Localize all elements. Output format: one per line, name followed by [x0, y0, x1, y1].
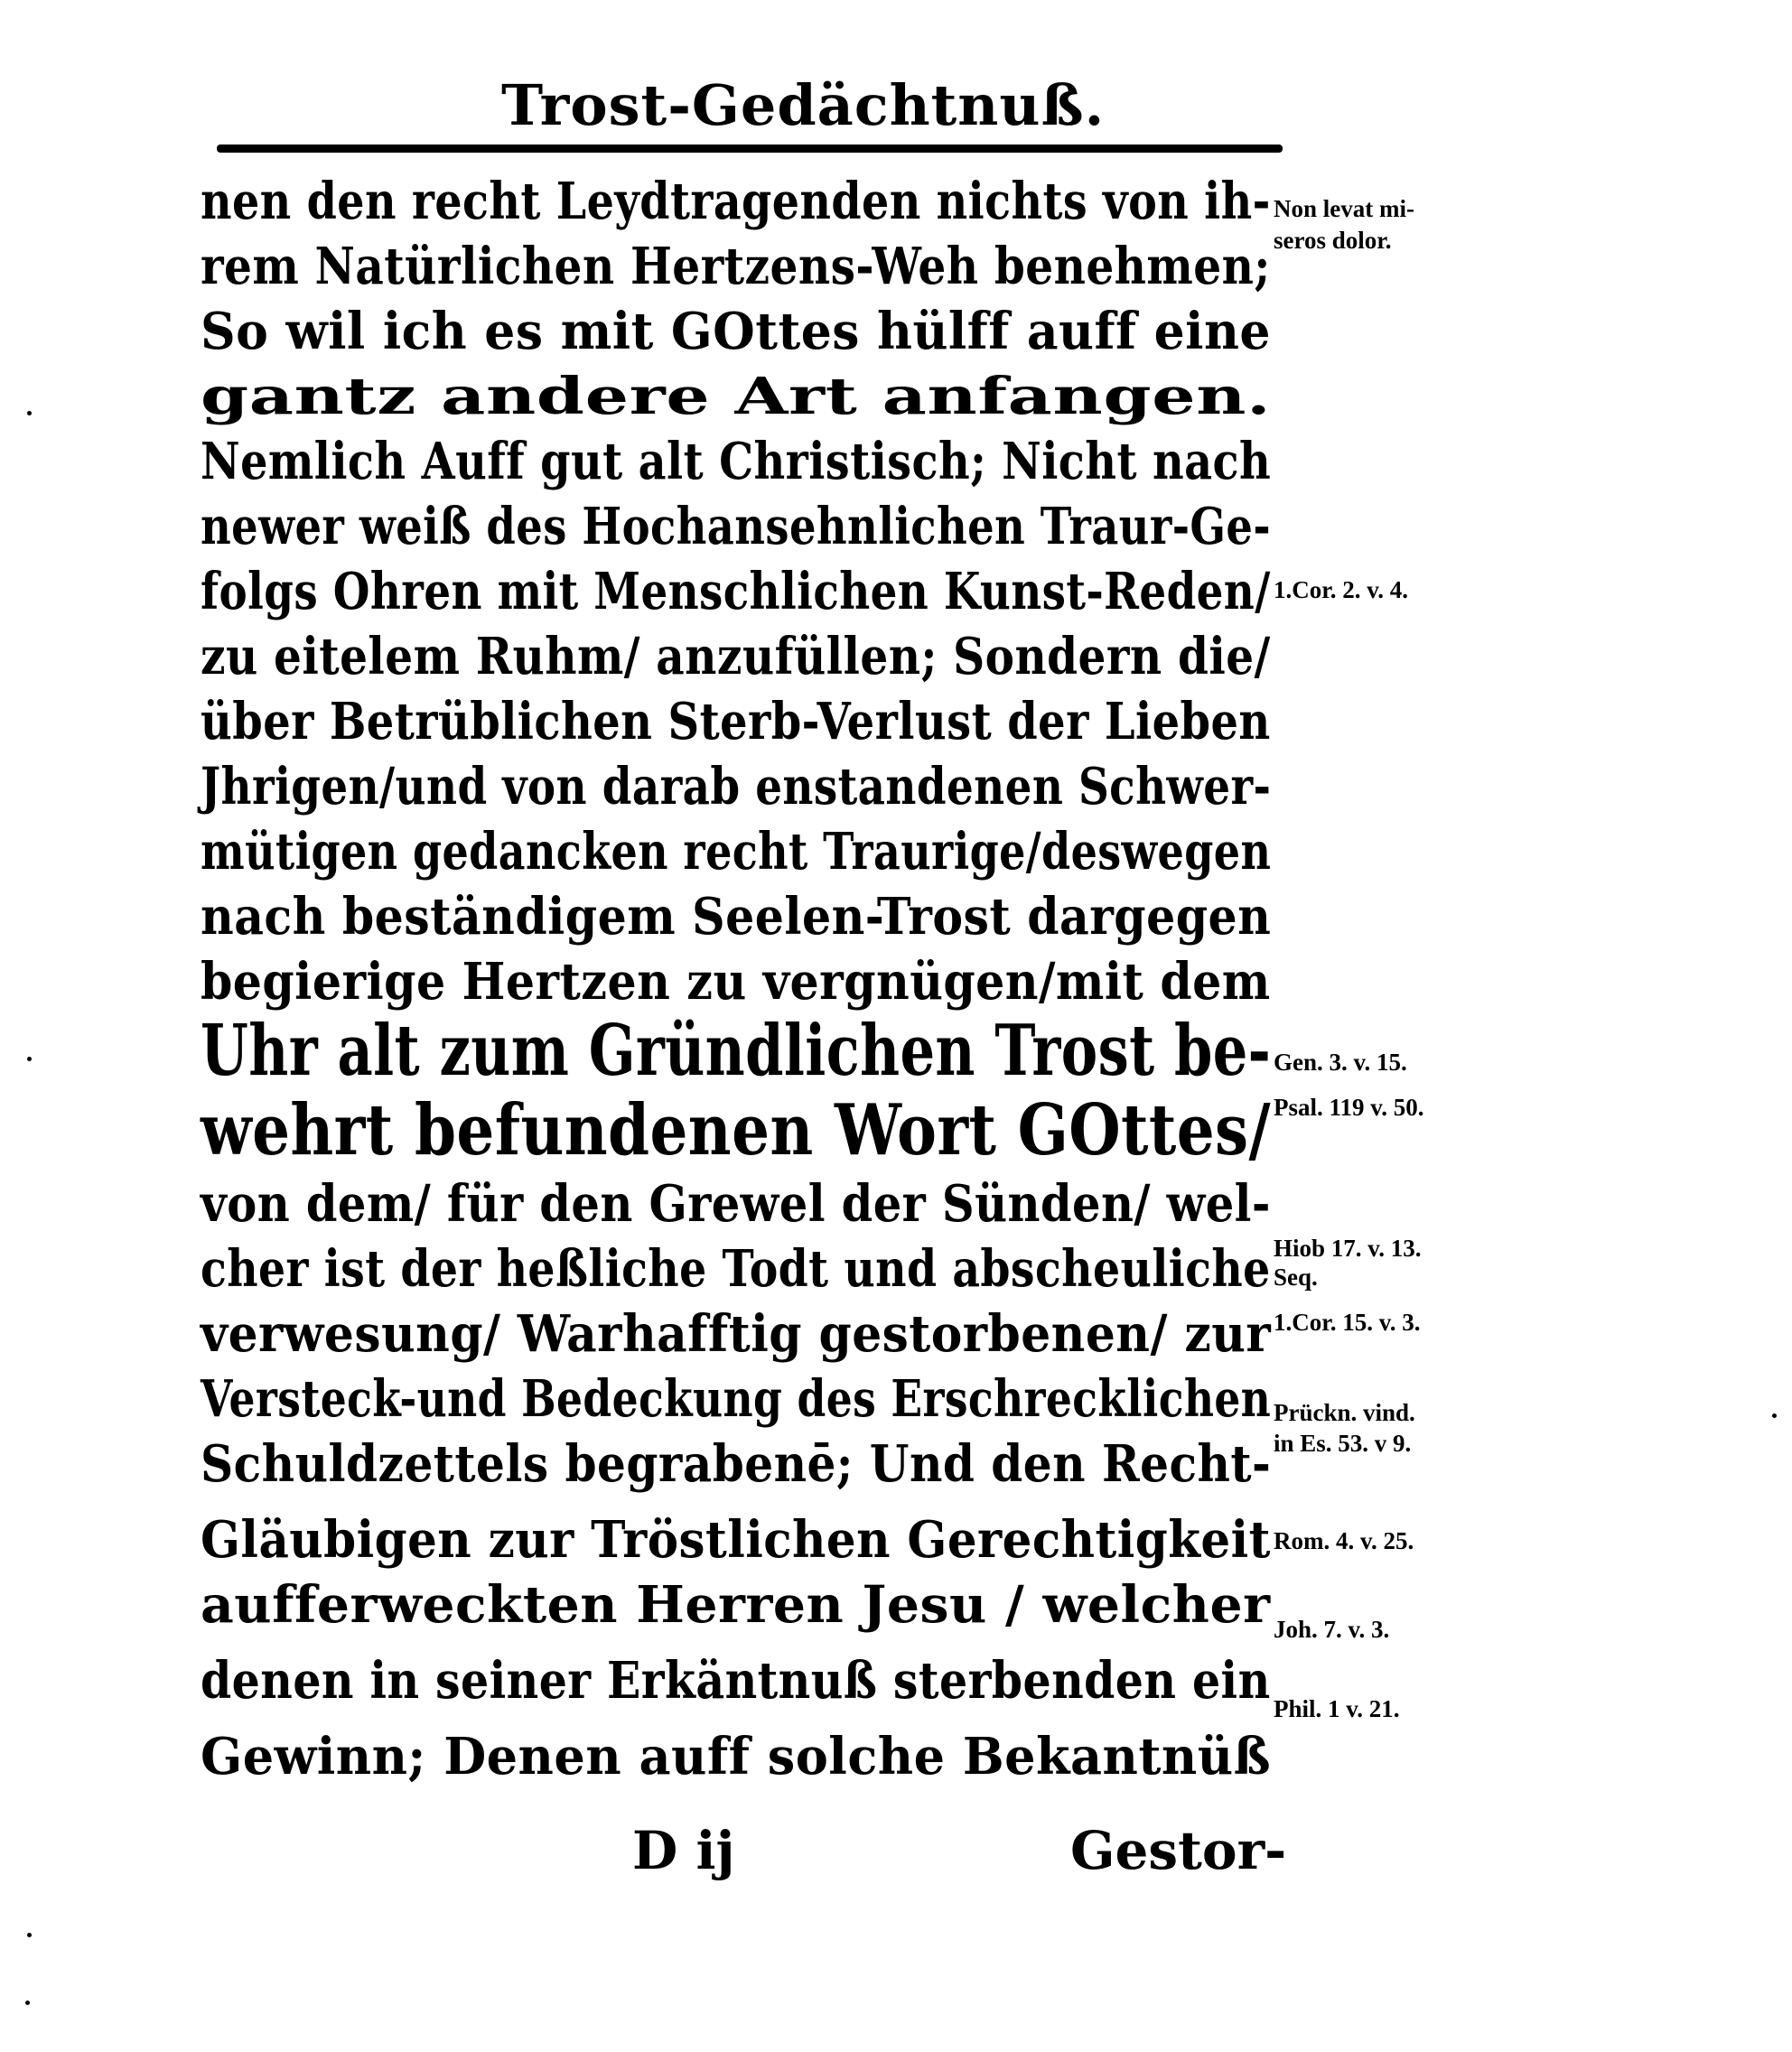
- marginal-note: Phil. 1 v. 21.: [1274, 1695, 1400, 1722]
- marginal-note: Psal. 119 v. 50.: [1274, 1094, 1424, 1121]
- catchword: Gestor-: [1070, 1820, 1287, 1881]
- text-line: cher ist der heßliche Todt und abscheuliche: [201, 1239, 1271, 1299]
- text-line: Versteck-und Bedeckung des Erschrecklichen: [201, 1369, 1272, 1429]
- text-line: nen den recht Leydtragenden nichts von ih-: [201, 172, 1271, 231]
- scan-speck: [25, 2001, 30, 2005]
- marginal-note: seros dolor.: [1274, 227, 1392, 254]
- scan-speck: [1772, 1413, 1777, 1418]
- text-line: wehrt befundenen Wort GOttes/: [201, 1089, 1271, 1171]
- text-line: Uhr alt zum Gründlichen Trost be-: [201, 1010, 1272, 1092]
- text-line: Schuldzettels begrabenē; Und den Recht-: [201, 1434, 1272, 1494]
- scan-speck: [27, 411, 32, 415]
- text-line: über Betrüblichen Sterb-Verlust der Lieben: [201, 692, 1271, 751]
- text-line: mütigen gedancken recht Traurige/deswegen: [201, 822, 1272, 881]
- running-head-title: Trost-Gedächtnuß.: [501, 72, 1106, 138]
- marginal-note: 1.Cor. 2. v. 4.: [1274, 576, 1409, 603]
- text-line: von dem/ für den Grewel der Sünden/ wel-: [201, 1174, 1271, 1234]
- text-line: Jhrigen/und von darab enstandenen Schwer-: [201, 757, 1272, 816]
- text-line: rem Natürlichen Hertzens-Weh benehmen;: [201, 237, 1271, 296]
- text-line: Nemlich Auff gut alt Christisch; Nicht nach: [201, 432, 1272, 491]
- marginal-note: Hiob 17. v. 13.: [1274, 1235, 1422, 1262]
- marginal-note: 1.Cor. 15. v. 3.: [1274, 1309, 1421, 1336]
- text-line: begierige Hertzen zu vergnügen/mit dem: [201, 952, 1271, 1012]
- text-line: zu eitelem Ruhm/ anzufüllen; Sondern die/: [201, 627, 1271, 686]
- scan-speck: [27, 1933, 32, 1937]
- signature-mark: D ij: [632, 1820, 735, 1881]
- marginal-note: Joh. 7. v. 3.: [1274, 1616, 1390, 1643]
- marginal-note: Seq.: [1274, 1264, 1318, 1291]
- text-line: Gewinn; Denen auff solche Bekantnüß: [201, 1727, 1272, 1786]
- scan-speck: [27, 1057, 32, 1061]
- marginal-note: Prückn. vind.: [1274, 1399, 1415, 1426]
- marginal-note: Non levat mi-: [1274, 195, 1414, 222]
- text-line: folgs Ohren mit Menschlichen Kunst-Reden/: [201, 562, 1271, 621]
- marginal-note: Gen. 3. v. 15.: [1274, 1049, 1407, 1076]
- text-line: So wil ich es mit GOttes hülff auff eine: [201, 302, 1271, 361]
- text-line: gantz andere Art anfangen.: [201, 367, 1272, 426]
- text-line: Gläubigen zur Tröstlichen Gerechtigkeit: [201, 1510, 1271, 1570]
- text-line: newer weiß des Hochansehnlichen Traur-Ge-: [201, 497, 1272, 556]
- marginal-note: Rom. 4. v. 25.: [1274, 1527, 1414, 1554]
- text-line: verwesung/ Warhafftig gestorbenen/ zur: [201, 1304, 1272, 1364]
- text-line: denen in seiner Erkäntnuß sterbenden ein: [201, 1651, 1271, 1711]
- marginal-note: in Es. 53. v 9.: [1274, 1430, 1412, 1457]
- text-line: nach beständigem Seelen-Trost dargegen: [201, 887, 1272, 947]
- text-line: aufferweckten Herren Jesu / welcher: [201, 1575, 1271, 1635]
- header-rule: [217, 145, 1283, 153]
